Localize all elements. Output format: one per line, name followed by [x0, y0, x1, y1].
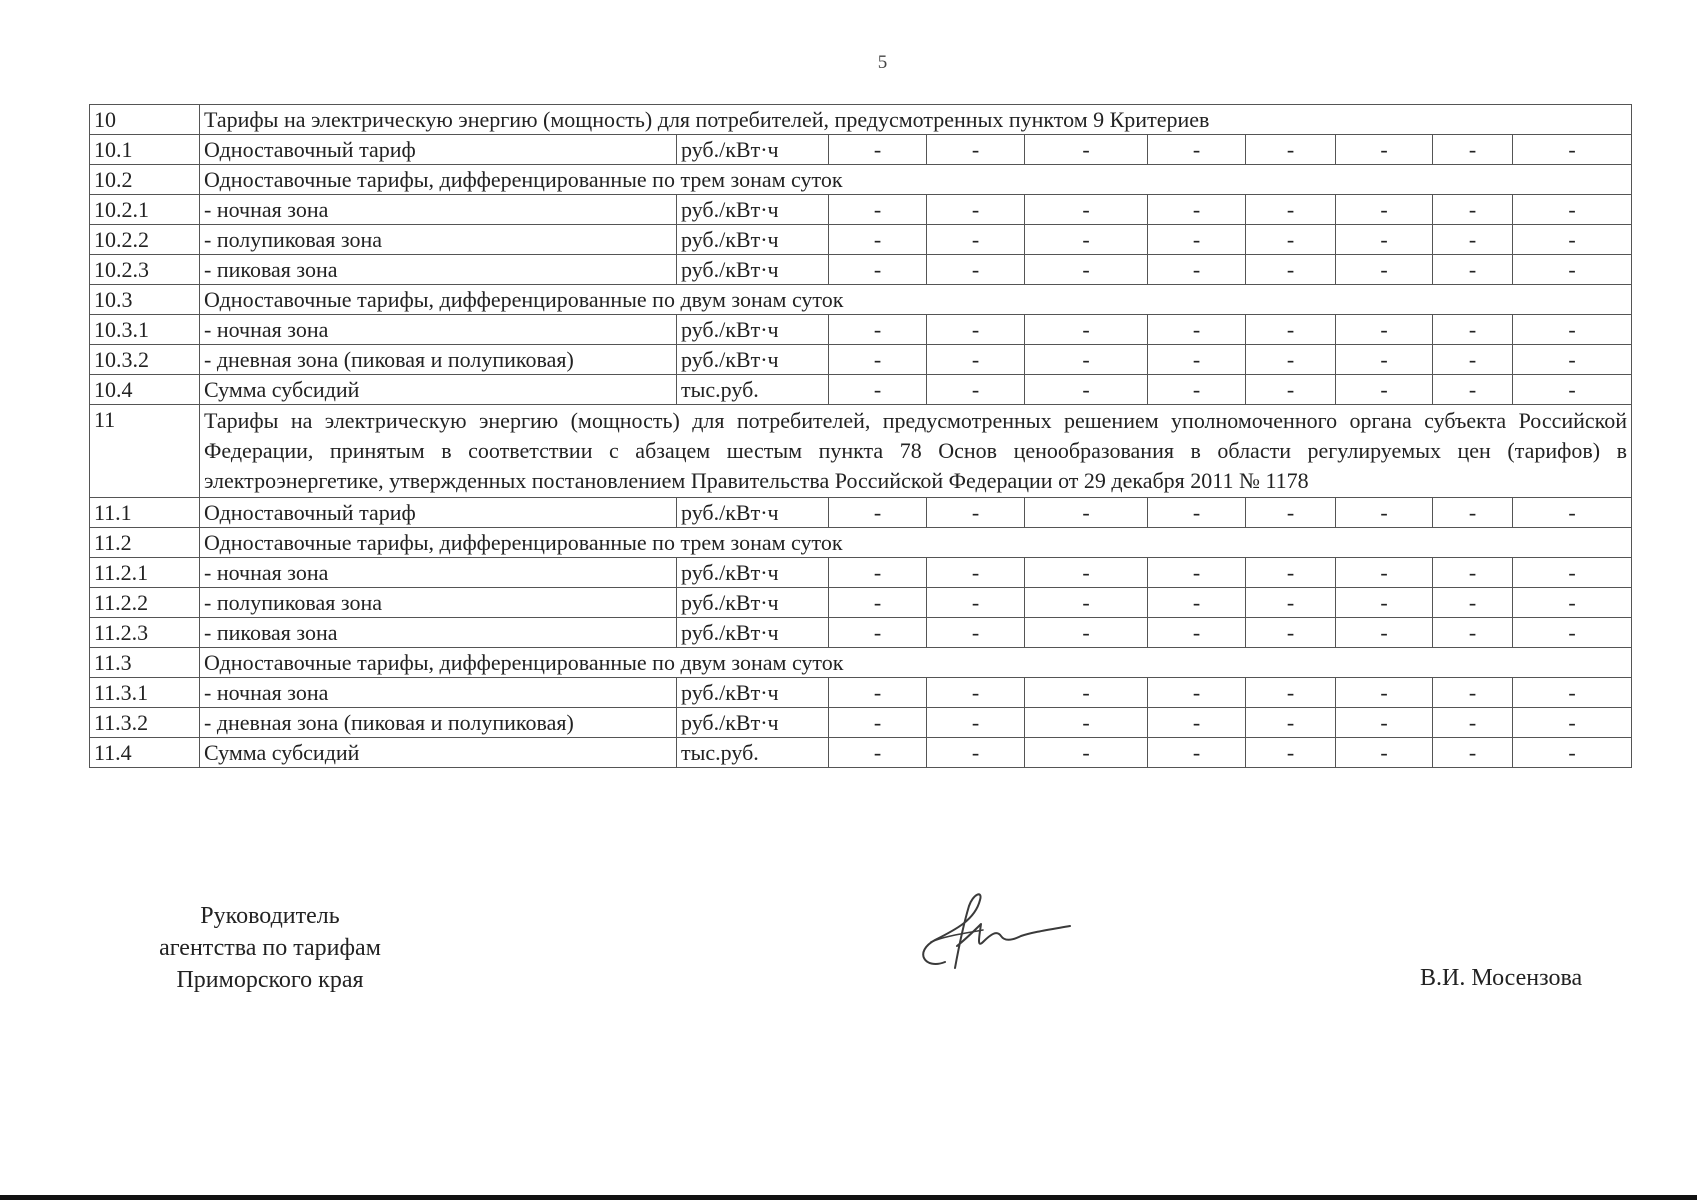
value-cell: -: [829, 678, 927, 708]
value-cell: -: [927, 678, 1025, 708]
value-cell: -: [1025, 255, 1148, 285]
row-number-cell: 11.3.1: [90, 678, 200, 708]
signer-name: В.И. Мосензова: [1420, 965, 1583, 991]
value-cell: -: [829, 195, 927, 225]
table-row: [90, 285, 1632, 315]
value-cell: -: [1513, 135, 1632, 165]
table-row: [90, 498, 1632, 528]
value-cell: -: [1336, 225, 1433, 255]
table-row: [90, 678, 1632, 708]
value-cell: -: [1025, 618, 1148, 648]
unit-cell: руб./кВт·ч: [677, 225, 829, 255]
scan-edge-line: [0, 1195, 1697, 1200]
value-cell: -: [1148, 498, 1246, 528]
value-cell: -: [1246, 195, 1336, 225]
value-cell: -: [1513, 375, 1632, 405]
indicator-name-cell: Сумма субсидий: [200, 375, 677, 405]
value-cell: -: [829, 708, 927, 738]
table-row: [90, 405, 1632, 498]
value-cell: -: [1433, 558, 1513, 588]
value-cell: -: [1246, 708, 1336, 738]
value-cell: -: [1513, 618, 1632, 648]
signer-position-line: Руководитель: [200, 903, 340, 929]
unit-cell: тыс.руб.: [677, 375, 829, 405]
row-number-cell: 11.2.2: [90, 588, 200, 618]
value-cell: -: [1025, 345, 1148, 375]
value-cell: -: [1433, 738, 1513, 768]
row-number-cell: 10.2: [90, 165, 200, 195]
indicator-name-cell: - пиковая зона: [200, 618, 677, 648]
value-cell: -: [927, 225, 1025, 255]
value-cell: -: [829, 375, 927, 405]
section-heading-cell: Тарифы на электрическую энергию (мощность) для потребителей, предусмотренных пунктом 9 Критериев: [200, 105, 1632, 135]
value-cell: -: [927, 195, 1025, 225]
value-cell: -: [1246, 678, 1336, 708]
value-cell: -: [1336, 678, 1433, 708]
value-cell: -: [1336, 255, 1433, 285]
signature-block: [0, 900, 1697, 1010]
value-cell: -: [1433, 588, 1513, 618]
section-heading-cell: Одноставочные тарифы, дифференцированные по трем зонам суток: [200, 528, 1632, 558]
signer-position-line: Приморского края: [176, 967, 364, 993]
section-heading-cell: Одноставочные тарифы, дифференцированные по двум зонам суток: [200, 285, 1632, 315]
row-number-cell: 11.3: [90, 648, 200, 678]
value-cell: -: [1513, 195, 1632, 225]
value-cell: -: [1246, 738, 1336, 768]
table-row: [90, 105, 1632, 135]
row-number-cell: 10.2.3: [90, 255, 200, 285]
value-cell: -: [1336, 708, 1433, 738]
value-cell: -: [1336, 315, 1433, 345]
handwritten-signature: [905, 890, 1075, 980]
value-cell: -: [1025, 588, 1148, 618]
value-cell: -: [1433, 225, 1513, 255]
section-heading-cell: Одноставочные тарифы, дифференцированные по двум зонам суток: [200, 648, 1632, 678]
value-cell: -: [1148, 678, 1246, 708]
value-cell: -: [1336, 498, 1433, 528]
indicator-name-cell: - ночная зона: [200, 195, 677, 225]
value-cell: -: [1025, 738, 1148, 768]
section-heading-cell: Тарифы на электрическую энергию (мощность) для потребителей, предусмотренных решением уполномоченного органа субъекта Российской Федерации, принятым в соответствии с абзацем шестым пункта 78 Основ ценообразования в области регулируемых цен (тарифов) в электроэнергетике, утвержденных постановлением Правительства Российской Федерации от 29 декабря 2011 № 1178: [200, 405, 1632, 498]
indicator-name-cell: - полупиковая зона: [200, 588, 677, 618]
unit-cell: руб./кВт·ч: [677, 618, 829, 648]
value-cell: -: [1246, 558, 1336, 588]
unit-cell: руб./кВт·ч: [677, 255, 829, 285]
value-cell: -: [1513, 738, 1632, 768]
value-cell: -: [829, 498, 927, 528]
table-row: [90, 648, 1632, 678]
indicator-name-cell: - ночная зона: [200, 678, 677, 708]
unit-cell: руб./кВт·ч: [677, 588, 829, 618]
table-row: [90, 375, 1632, 405]
value-cell: -: [1246, 255, 1336, 285]
value-cell: -: [1513, 315, 1632, 345]
table-row: [90, 588, 1632, 618]
unit-cell: тыс.руб.: [677, 738, 829, 768]
value-cell: -: [1433, 708, 1513, 738]
value-cell: -: [829, 315, 927, 345]
indicator-name-cell: - ночная зона: [200, 315, 677, 345]
unit-cell: руб./кВт·ч: [677, 345, 829, 375]
value-cell: -: [1025, 708, 1148, 738]
value-cell: -: [927, 738, 1025, 768]
unit-cell: руб./кВт·ч: [677, 558, 829, 588]
page-number: 5: [877, 52, 888, 73]
value-cell: -: [829, 255, 927, 285]
value-cell: -: [1433, 135, 1513, 165]
value-cell: -: [1246, 315, 1336, 345]
indicator-name-cell: Одноставочный тариф: [200, 498, 677, 528]
unit-cell: руб./кВт·ч: [677, 708, 829, 738]
value-cell: -: [1513, 708, 1632, 738]
value-cell: -: [1148, 135, 1246, 165]
indicator-name-cell: Одноставочный тариф: [200, 135, 677, 165]
value-cell: -: [1513, 255, 1632, 285]
value-cell: -: [927, 375, 1025, 405]
value-cell: -: [1513, 345, 1632, 375]
value-cell: -: [1336, 588, 1433, 618]
value-cell: -: [829, 588, 927, 618]
row-number-cell: 10.2.2: [90, 225, 200, 255]
table-row: [90, 738, 1632, 768]
value-cell: -: [1433, 618, 1513, 648]
row-number-cell: 11.1: [90, 498, 200, 528]
row-number-cell: 10.3.1: [90, 315, 200, 345]
row-number-cell: 10.3.2: [90, 345, 200, 375]
value-cell: -: [1148, 255, 1246, 285]
indicator-name-cell: Сумма субсидий: [200, 738, 677, 768]
value-cell: -: [1513, 678, 1632, 708]
table-row: [90, 708, 1632, 738]
table-row: [90, 255, 1632, 285]
value-cell: -: [1513, 558, 1632, 588]
value-cell: -: [927, 558, 1025, 588]
indicator-name-cell: - пиковая зона: [200, 255, 677, 285]
value-cell: -: [829, 135, 927, 165]
section-heading-cell: Одноставочные тарифы, дифференцированные по трем зонам суток: [200, 165, 1632, 195]
table-row: [90, 225, 1632, 255]
value-cell: -: [1148, 375, 1246, 405]
row-number-cell: 10.1: [90, 135, 200, 165]
table-row: [90, 528, 1632, 558]
value-cell: -: [1148, 738, 1246, 768]
value-cell: -: [1336, 558, 1433, 588]
value-cell: -: [1025, 498, 1148, 528]
value-cell: -: [1148, 708, 1246, 738]
value-cell: -: [1148, 558, 1246, 588]
value-cell: -: [1246, 618, 1336, 648]
value-cell: -: [1246, 498, 1336, 528]
value-cell: -: [1148, 588, 1246, 618]
row-number-cell: 11.2.3: [90, 618, 200, 648]
value-cell: -: [1513, 498, 1632, 528]
value-cell: -: [1025, 315, 1148, 345]
value-cell: -: [927, 255, 1025, 285]
unit-cell: руб./кВт·ч: [677, 135, 829, 165]
row-number-cell: 11.3.2: [90, 708, 200, 738]
unit-cell: руб./кВт·ч: [677, 195, 829, 225]
value-cell: -: [1148, 618, 1246, 648]
row-number-cell: 11.2.1: [90, 558, 200, 588]
value-cell: -: [829, 225, 927, 255]
value-cell: -: [1025, 678, 1148, 708]
value-cell: -: [829, 738, 927, 768]
table-row: [90, 315, 1632, 345]
value-cell: -: [927, 315, 1025, 345]
value-cell: -: [1148, 195, 1246, 225]
signer-position-line: агентства по тарифам: [159, 935, 381, 961]
row-number-cell: 10.2.1: [90, 195, 200, 225]
row-number-cell: 11.4: [90, 738, 200, 768]
value-cell: -: [1433, 498, 1513, 528]
value-cell: -: [1433, 375, 1513, 405]
value-cell: -: [1025, 135, 1148, 165]
value-cell: -: [1336, 738, 1433, 768]
value-cell: -: [927, 708, 1025, 738]
unit-cell: руб./кВт·ч: [677, 315, 829, 345]
table-row: [90, 618, 1632, 648]
value-cell: -: [1246, 225, 1336, 255]
value-cell: -: [1433, 195, 1513, 225]
row-number-cell: 10.3: [90, 285, 200, 315]
value-cell: -: [1513, 225, 1632, 255]
value-cell: -: [1433, 678, 1513, 708]
value-cell: -: [1336, 195, 1433, 225]
value-cell: -: [1513, 588, 1632, 618]
row-number-cell: 10.4: [90, 375, 200, 405]
table-row: [90, 165, 1632, 195]
unit-cell: руб./кВт·ч: [677, 678, 829, 708]
value-cell: -: [1433, 345, 1513, 375]
signer-position: [120, 900, 420, 996]
table-row: [90, 195, 1632, 225]
value-cell: -: [1246, 588, 1336, 618]
row-number-cell: 11: [90, 405, 200, 498]
row-number-cell: 10: [90, 105, 200, 135]
value-cell: -: [1433, 315, 1513, 345]
value-cell: -: [1148, 345, 1246, 375]
value-cell: -: [1336, 618, 1433, 648]
indicator-name-cell: - ночная зона: [200, 558, 677, 588]
value-cell: -: [1246, 375, 1336, 405]
row-number-cell: 11.2: [90, 528, 200, 558]
value-cell: -: [829, 618, 927, 648]
value-cell: -: [927, 498, 1025, 528]
table-row: [90, 558, 1632, 588]
value-cell: -: [1246, 135, 1336, 165]
table-row: [90, 135, 1632, 165]
value-cell: -: [1148, 225, 1246, 255]
value-cell: -: [1025, 558, 1148, 588]
value-cell: -: [927, 618, 1025, 648]
indicator-name-cell: - дневная зона (пиковая и полупиковая): [200, 345, 677, 375]
tariff-table: [89, 104, 1632, 768]
value-cell: -: [1025, 375, 1148, 405]
value-cell: -: [1336, 345, 1433, 375]
value-cell: -: [1336, 375, 1433, 405]
value-cell: -: [927, 345, 1025, 375]
value-cell: -: [1025, 195, 1148, 225]
value-cell: -: [1433, 255, 1513, 285]
table-row: [90, 345, 1632, 375]
value-cell: -: [927, 588, 1025, 618]
value-cell: -: [829, 558, 927, 588]
tariff-table-body: [90, 105, 1632, 768]
value-cell: -: [1148, 315, 1246, 345]
value-cell: -: [1336, 135, 1433, 165]
unit-cell: руб./кВт·ч: [677, 498, 829, 528]
indicator-name-cell: - дневная зона (пиковая и полупиковая): [200, 708, 677, 738]
value-cell: -: [829, 345, 927, 375]
value-cell: -: [1246, 345, 1336, 375]
value-cell: -: [927, 135, 1025, 165]
value-cell: -: [1025, 225, 1148, 255]
indicator-name-cell: - полупиковая зона: [200, 225, 677, 255]
